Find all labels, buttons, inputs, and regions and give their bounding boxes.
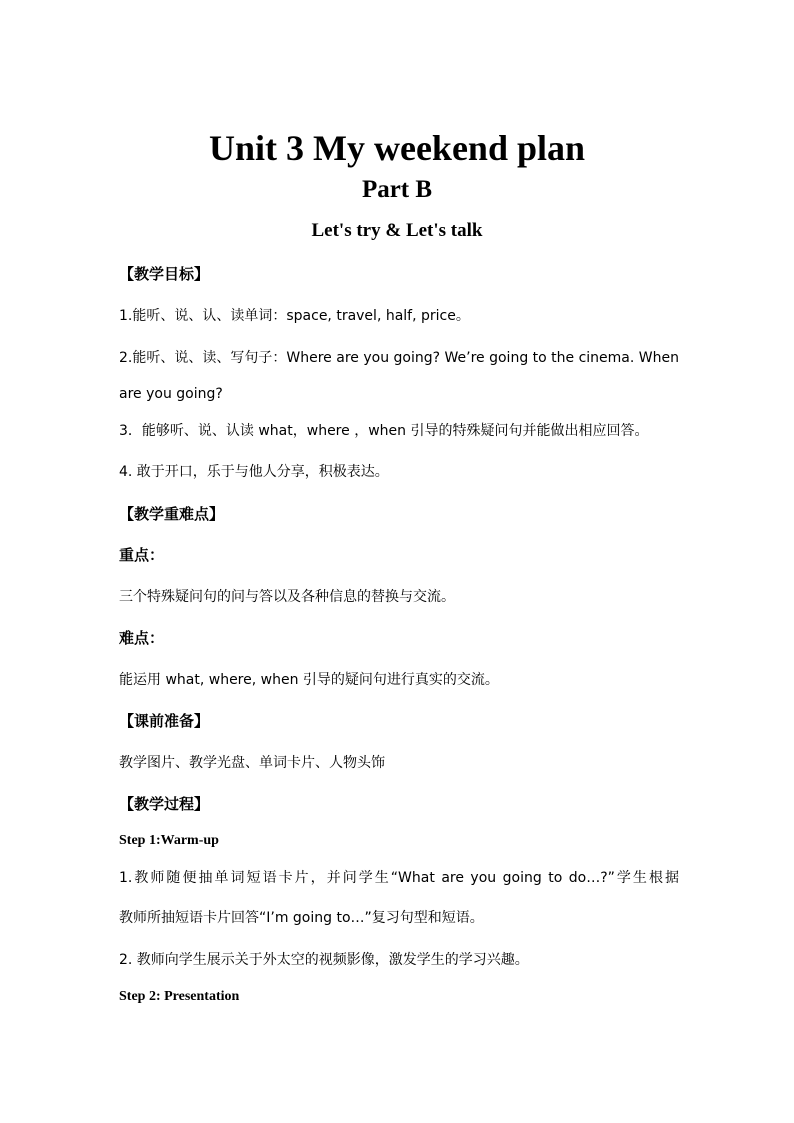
objective-2-line-1: 2.能听、说、读、写句子：Where are you going? We’re going to the cinema. When	[119, 350, 679, 366]
step-1-item-1-line-1: 1.教师随便抽单词短语卡片，并问学生“What are you going to do…?”学生根据	[119, 870, 679, 886]
preparation-heading: 【课前准备】	[119, 712, 210, 730]
document-subtitle: Part B	[361, 176, 433, 203]
difficult-point-text: 能运用 what, where, when 引导的疑问句进行真实的交流。	[119, 672, 499, 688]
step-1-item-1-line-2: 教师所抽短语卡片回答“I’m going to…”复习句型和短语。	[119, 910, 484, 926]
process-heading: 【教学过程】	[119, 795, 210, 813]
objective-4: 4. 敢于开口，乐于与他人分享，积极表达。	[119, 464, 389, 480]
key-point-label: 重点：	[119, 546, 165, 564]
objectives-heading: 【教学目标】	[119, 265, 210, 283]
objective-2-line-2: are you going?	[119, 386, 223, 402]
keypoints-heading: 【教学重难点】	[119, 505, 225, 523]
preparation-text: 教学图片、教学光盘、单词卡片、人物头饰	[119, 755, 385, 771]
step-1-title: Step 1:Warm-up	[119, 833, 219, 848]
step-2-title: Step 2: Presentation	[119, 989, 240, 1004]
difficult-point-label: 难点：	[119, 629, 165, 647]
document-title: Unit 3 My weekend plan	[208, 128, 586, 168]
objective-1: 1.能听、说、认、读单词：space, travel, half, price。	[119, 308, 470, 324]
objective-3: 3．能够听、说、认读 what，where ，when 引导的特殊疑问句并能做出相应回答。	[119, 423, 649, 439]
lesson-title: Let's try & Let's talk	[311, 220, 483, 241]
key-point-text: 三个特殊疑问句的问与答以及各种信息的替换与交流。	[119, 589, 455, 605]
step-1-item-2: 2. 教师向学生展示关于外太空的视频影像，激发学生的学习兴趣。	[119, 952, 529, 968]
